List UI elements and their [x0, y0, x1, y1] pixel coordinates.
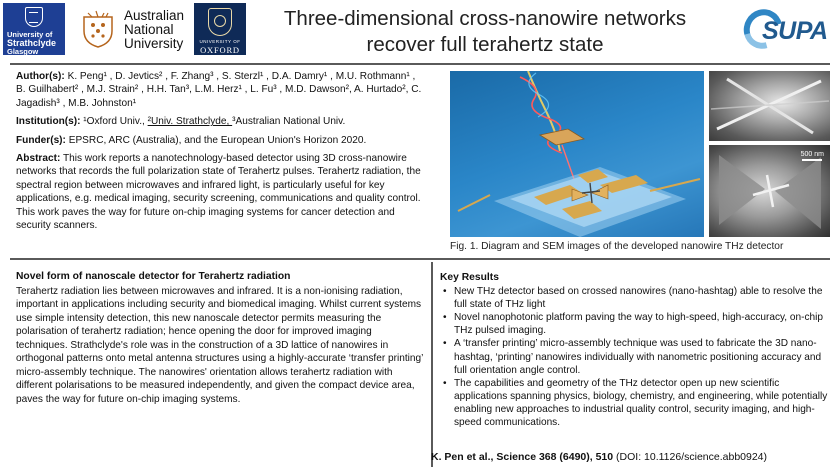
anu-logo-line2: National [124, 22, 174, 37]
citation-doi: (DOI: 10.1126/science.abb0924) [613, 451, 768, 463]
key-result-item: • Novel nanophotonic platform paving the way to high-speed, high-accuracy, on-chip THz pulsed imaging. [440, 311, 832, 337]
page-title-line1: Three-dimensional cross-nanowire networks [283, 7, 687, 30]
supa-logo-text: SUPA [762, 17, 828, 45]
detector-diagram-image [450, 71, 704, 237]
institutions-paragraph [16, 115, 426, 128]
funders-label: Funder(s): [16, 134, 66, 146]
oxford-crest-icon [208, 8, 232, 36]
sem-image-antenna [709, 145, 830, 237]
strathclyde-crest-icon [25, 7, 43, 27]
anu-logo-line3: University [124, 36, 184, 51]
oxford-logo [194, 3, 246, 55]
novel-detector-section [16, 270, 426, 406]
abstract-text: This work reports a nanotechnology-based detector using 3D cross-nanowire networks that records the full polarization state of Terahertz pulses. Terahertz radiation, the spectral region between microwaves and infrared light, is particularly useful for key applications, e.g. medical imaging, security screening, communications and quality control. This work paves the way for future on-chip imaging systems for cancer detection and security scanners. [16, 153, 421, 232]
key-result-item: • A ‘transfer printing’ micro-assembly technique was used to fabricate the 3D nano-hashtag, ‘printing’ nanowires individually with nanometric positioning accuracy and full orientation angle control. [440, 337, 832, 376]
abstract-label: Abstract: [16, 153, 61, 165]
key-results-section [440, 271, 832, 429]
figure-caption: Fig. 1. Diagram and SEM images of the developed nanowire THz detector [450, 241, 784, 252]
vertical-divider [431, 262, 433, 467]
anu-logo-text [124, 9, 184, 51]
oxford-logo-line1: UNIVERSITY OF [199, 39, 241, 44]
institutions-label: Institution(s): [16, 116, 81, 128]
key-results-heading: Key Results [440, 272, 499, 283]
strathclyde-logo-line1: University of [7, 30, 53, 39]
anu-crest-icon [80, 9, 116, 49]
page-title-line2: recover full terahertz state [366, 33, 604, 56]
citation [431, 451, 836, 464]
authors-text: K. Peng¹ , D. Jevtics² , F. Zhang³ , S. Sterzl¹ , D.A. Damry¹ , M.U. Rothmann¹ , B. Guilhabert² , M.J. Strain² , H.H. Tan³, L.M. Herz¹ , L. Fu³ , M.D. Dawson², A. Hurtado², C. Jagadish³ , M.B. Johnston¹ [16, 71, 422, 109]
oxford-logo-line2: OXFORD [200, 45, 240, 55]
header-divider [10, 63, 830, 65]
middle-divider [10, 258, 830, 260]
institution-oxford: ¹Oxford Univ., [83, 116, 148, 128]
strathclyde-logo-line3: Glasgow [7, 47, 39, 56]
sem-image-nanowire-cross [709, 71, 830, 141]
institution-strathclyde: ²Univ. Strathclyde, [147, 116, 233, 128]
strathclyde-logo-line2: Strathclyde [7, 38, 57, 48]
page-title [250, 6, 720, 58]
anu-logo [70, 3, 190, 55]
page-header [0, 0, 840, 62]
anu-logo-line1: Australian [124, 8, 185, 23]
funders-text: EPSRC, ARC (Australia), and the European Union's Horizon 2020. [68, 134, 367, 146]
sem-image-1-graphic [709, 71, 830, 141]
strathclyde-logo [3, 3, 65, 55]
institution-anu: ³Australian National Univ. [232, 116, 346, 128]
key-result-item: • New THz detector based on crossed nanowires (nano-hashtag) able to resolve the full state of THz light [440, 285, 832, 311]
novel-detector-body: Terahertz radiation lies between microwaves and infrared. It is a non-ionising radiation, important in applications including security and biomedical imaging. Whilst current systems use simple intensity detection, this new nanoscale detector permits measuring the polarisation of terahertz radiation; hence opening the door for improved imaging techniques. Strathclyde's role was in the construction of a 3D lattice of nanowires in orthogonal patterns onto metal antenna structures using a highly-accurate ‘transfer printing’ micro-assembly technique. The nanowires' orientation allows terahertz radiation with different polarisations to be measured independently, and given the compact device area, paves the way for future on-chip imaging systems. [16, 285, 423, 405]
key-result-item: • The capabilities and geometry of the THz detector open up new scientific applications spanning physics, biology, chemistry, and engineering, while potentially enabling new approaches to industrial quality control, security imaging, and high-speed communications. [440, 377, 832, 429]
funders-paragraph [16, 134, 426, 147]
scale-bar: 500 nm [801, 151, 824, 161]
citation-reference: K. Pen et al., Science 368 (6490), 510 [431, 451, 614, 463]
key-results-list [440, 285, 832, 429]
authors-label: Author(s): [16, 71, 65, 82]
abstract-paragraph [16, 152, 426, 232]
novel-detector-heading: Novel form of nanoscale detector for Terahertz radiation [16, 271, 291, 282]
detector-diagram-graphic [450, 71, 704, 237]
supa-logo [740, 7, 828, 51]
authors-paragraph [16, 70, 426, 110]
project-info [16, 70, 426, 237]
